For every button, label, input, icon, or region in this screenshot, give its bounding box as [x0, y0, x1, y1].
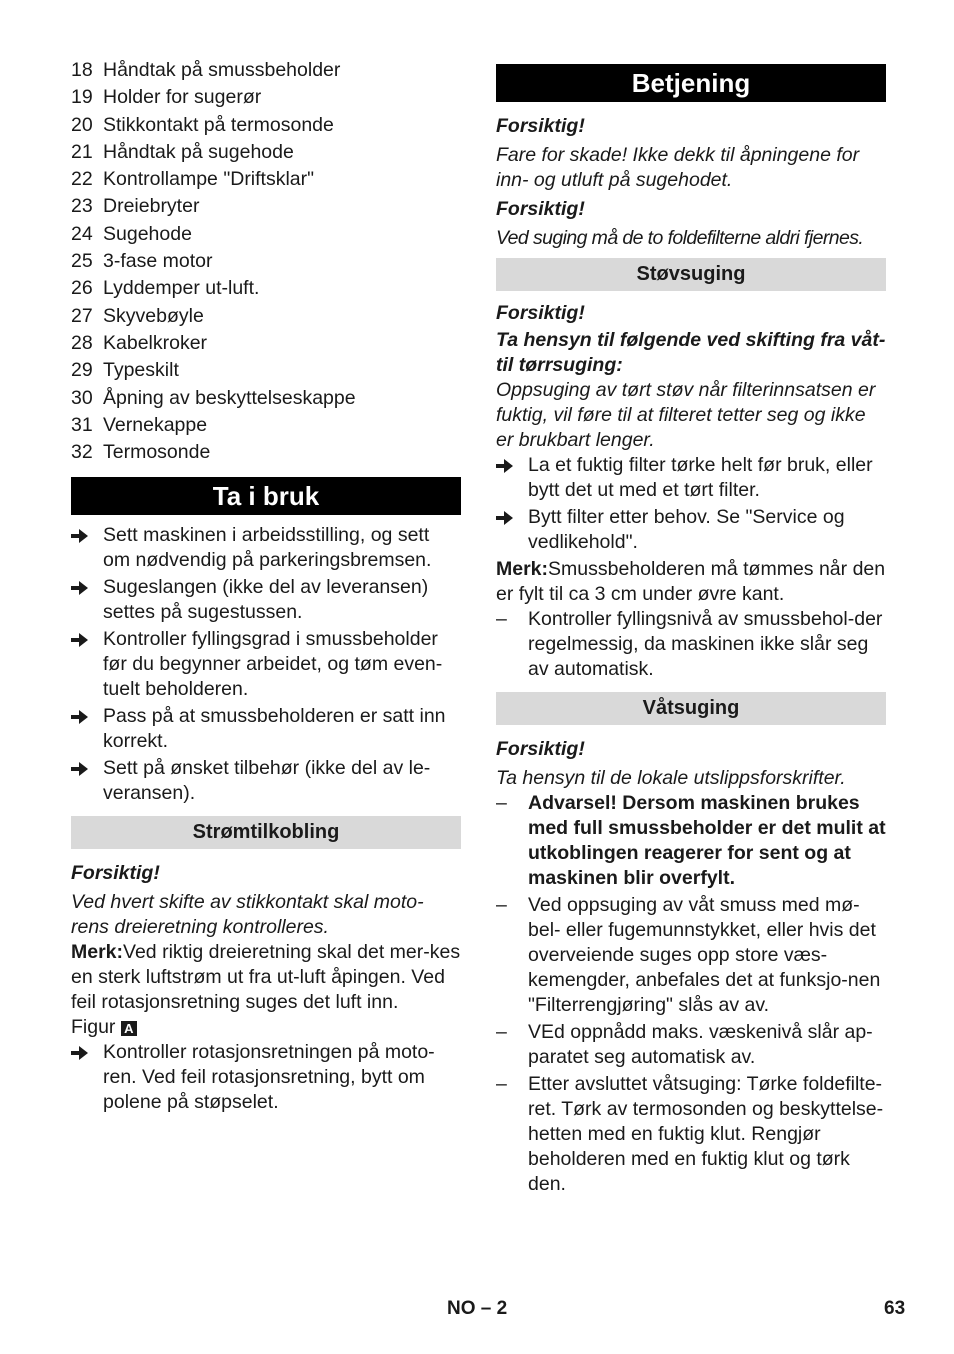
ta-i-bruk-list [71, 523, 461, 806]
list-item: 18 Håndtak på smussbeholder [71, 59, 341, 81]
parts-list [71, 58, 461, 467]
figure-ref-badge: A [121, 1021, 137, 1036]
list-item: – Etter avsluttet våtsuging: Tørke foldefilte-ret. Tørk av termosonden og beskyttelse-hetten med en fuktig klut. Rengjør beholderen med en fuktig klut og tørk den. [496, 1073, 884, 1195]
list-item: 31 Vernekappe [71, 413, 208, 436]
right-column [496, 64, 886, 1197]
caution-label: Forsiktig! [71, 862, 160, 885]
note [496, 557, 886, 607]
arrow-right-icon [71, 529, 89, 543]
list-item: La et fuktig filter tørke helt før bruk, eller bytt det ut med et tørt filter. [496, 453, 886, 503]
footer-page-number: 63 [884, 1298, 906, 1319]
list-item: Sett på ønsket tilbehør (ikke del av le-veransen). [71, 756, 461, 806]
caution-label: Forsiktig! [496, 115, 585, 137]
list-item: 30 Åpning av beskyttelseskappe [71, 386, 356, 409]
caution-text: Oppsuging av tørt støv når filterinnsatsen er fuktig, vil føre til at filteret tetter seg og ikke er brukbart lenger. [496, 379, 876, 451]
list-item: – VEd oppnådd maks. væskenivå slår ap-paratet seg automatisk av. [496, 1021, 873, 1068]
caution-text: Ved hvert skifte av stikkontakt skal moto-rens dreieretning kontrolleres. [71, 891, 424, 939]
section-heading-betjening: Betjening [496, 64, 886, 102]
list-item: 19 Holder for sugerør [71, 86, 262, 109]
list-item: Kontroller rotasjonsretningen på moto-ren. Ved feil rotasjonsretning, bytt om polene på støpselet. [71, 1040, 461, 1115]
note-label: Merk: [496, 558, 549, 580]
list-item: 27 Skyvebøyle [71, 304, 204, 327]
list-item: Bytt filter etter behov. Se "Service og vedlikehold". [496, 505, 886, 555]
arrow-right-icon [496, 459, 514, 473]
footer-language-page: NO – 2 [447, 1298, 508, 1319]
dash-bullet: – [496, 792, 507, 814]
dash-bullet: – [496, 608, 507, 630]
list-item: 21 Håndtak på sugehode [71, 140, 294, 163]
list-item: 22 Kontrollampe "Driftsklar" [71, 168, 315, 191]
list-item: 32 Termosonde [71, 441, 211, 464]
list-item: Sett maskinen i arbeidsstilling, og sett om nødvendig på parkeringsbremsen. [71, 523, 461, 573]
section-heading-stromtilkobling: Strømtilkobling [71, 816, 461, 849]
arrow-right-icon [71, 581, 89, 595]
arrow-right-icon [71, 710, 89, 724]
caution-text: Fare for skade! Ikke dekk til åpningene for inn- og utluft på sugehodet. [496, 144, 860, 191]
caution-label: Forsiktig! [496, 302, 585, 324]
list-item: Kontroller fyllingsgrad i smussbeholder før du begynner arbeidet, og tøm even-tuelt beholderen. [71, 627, 461, 702]
arrow-right-icon [496, 511, 514, 525]
dash-bullet: – [496, 894, 507, 916]
section-heading-stovsuging: Støvsuging [496, 258, 886, 291]
note [71, 940, 461, 1015]
left-column [71, 58, 461, 1115]
caution-text: Ta hensyn til de lokale utslippsforskrifter. [496, 767, 846, 789]
section-heading-vatsuging: Våtsuging [496, 692, 886, 725]
dash-bullet: – [496, 1073, 507, 1095]
caution-text: Ved suging må de to foldefilterne aldri fjernes. [496, 227, 864, 249]
list-item: 23 Dreiebryter [71, 195, 200, 218]
caution-label: Forsiktig! [496, 198, 585, 220]
list-item: 28 Kabelkroker [71, 331, 208, 354]
list-item: 24 Sugehode [71, 222, 192, 245]
list-item: Pass på at smussbeholderen er satt inn korrekt. [71, 704, 461, 754]
note-text: Smussbeholderen må tømmes når den er fylt til ca 3 cm under øvre kant. [496, 558, 886, 605]
dash-bullet: – [496, 1021, 507, 1043]
warning-text: Advarsel! Dersom maskinen brukes med full smussbeholder er det mulit at utkoblingen reagerer for sent og at maskinen blir overfylt. [528, 792, 886, 889]
list-item: 29 Typeskilt [71, 359, 179, 382]
arrow-right-icon [71, 762, 89, 776]
list-item: – Ved oppsuging av våt smuss med mø-bel- eller fugemunnstykket, eller hvis det overveiende suges opp store væs-kemengder, anbefales det at funksjo-nen "Filterrengjøring" slås av av. [496, 894, 881, 1016]
arrow-right-icon [71, 633, 89, 647]
section-heading-ta-i-bruk: Ta i bruk [71, 477, 461, 515]
list-item: 25 3-fase motor [71, 250, 213, 273]
caution-label: Forsiktig! [496, 738, 585, 760]
note-label: Merk: [71, 941, 124, 964]
list-item [496, 791, 886, 891]
list-item: 20 Stikkontakt på termosonde [71, 113, 334, 136]
list-item: 26 Lyddemper ut-luft. [71, 277, 260, 300]
list-item: Sugeslangen (ikke del av leveransen) settes på sugestussen. [71, 575, 461, 625]
note-text: Ved riktig dreieretning skal det mer-kes en sterk luftstrøm ut fra ut-luft åpingen. Ved feil rotasjonsretning suges det luft inn. [71, 941, 461, 1014]
figure-reference: Figur A [71, 1015, 461, 1040]
list-item: – Kontroller fyllingsnivå av smussbehol-der regelmessig, da maskinen ikke slår seg av automatisk. [496, 608, 883, 680]
caution-title: Ta hensyn til følgende ved skifting fra våt- til tørrsuging: [496, 329, 886, 376]
arrow-right-icon [71, 1046, 89, 1060]
